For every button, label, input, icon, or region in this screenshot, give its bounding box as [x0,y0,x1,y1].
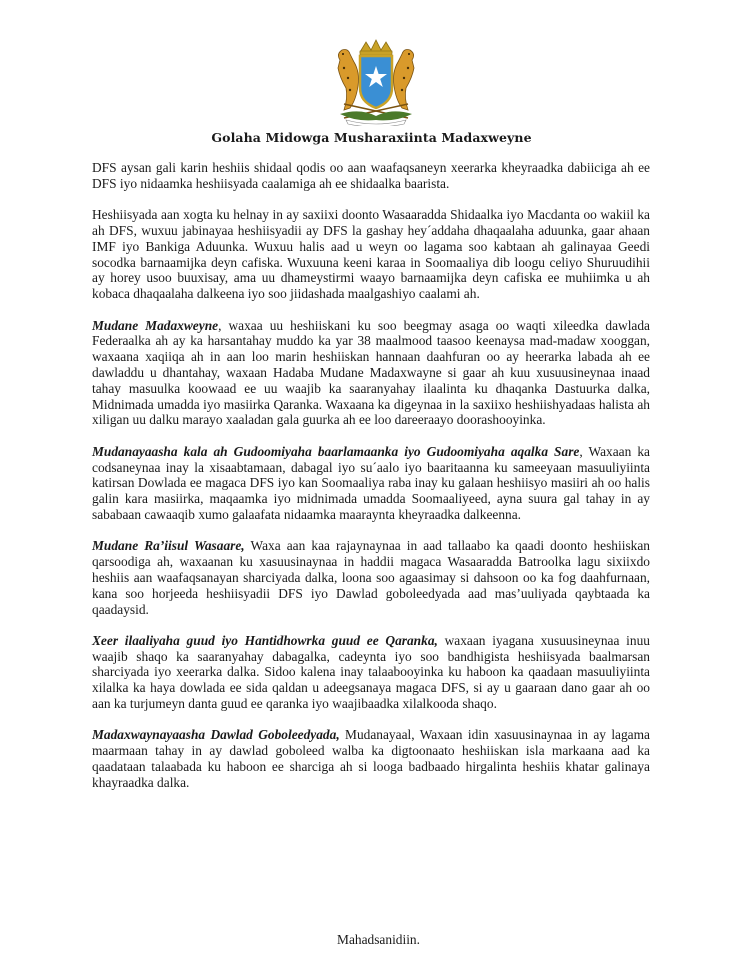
paragraph-text: , waxaa uu heshiiskani ku soo beegmay asaga oo waqti xileedka dawlada Federaalka ah ay ka harsantahay muddo ka yar 38 maalmood taasoo keenaysa mad-madaw xooggan, waxaana xaqiiqa ah in aan loo marin heshiiskan hannaan daahfuran oo ay heerarka labada ah ee dawladdu u dhantahay, waxaan Hadaba Mudane Madaxwayne si gaar ah kuu xusuusineynaa inaad tahay masuulka koowaad ee uu waajib ka saaranyahay ilaalinta ku dhaqanka Dastuurka dalka, Midnimada umadda iyo masiirka Qaranka. Waxaana ka digeynaa in la saxiixo heshiishyadaas halista ah xiligan uu dalku marayo xaaladan gala guurka ah ee loo dareeraayo doorashooyinka. [92,317,650,428]
paragraph [92,318,650,429]
paragraph-text: Heshiisyada aan xogta ku helnay in ay saxiixi doonto Wasaaradda Shidaalka iyo Macdanta oo wakiil ka ah DFS, wuxuu jabinayaa heshiisyadii ay DFS la gashay hey´addaha dhaqaalaha aduunka, gaar ahaan IMF iyo Bankiga Aduunka. Wuxuu halis aad u weyn oo lagama soo kabtaan ah galinayaa Geedi socodka barnaamijka deyn cafiska. Wuxuuna keeni karaa in Soomaaliya dib loogu celiyo Shuruudihii ay horey usoo buuxisay, ama uu dhameystirmi waayo barnaamijka deyn cafiska ee muhiimka u ah kobaca dhaqaalaha dalkeena iyo soo jiidashada maalgashiyo caalami ah. [92,207,650,302]
paragraph-text: waxaan iyagana xusuusineynaa inuu waajib shaqo ka saaranyahay dabagalka, cadeynta iyo soo bandhigista heshiisyada baalmarsan sharciyada iyo xeerarka dalka. Sidoo kalena inay talaabooyinka ku haboon ka qaadaan masuuliyiinta xilalka ka haya dowlada ee sida qaldan u adeegsanaya magaca DFS, si ay u gaaraan dano gaar ah oo aan ka turjumeyn danta guud ee qaranka iyo waajibaadka xilalkooda shaqo. [92,632,650,712]
document-body [92,160,650,806]
paragraph [92,727,650,790]
document-heading: Golaha Midowga Musharaxiinta Madaxweyne [211,130,532,145]
paragraph [92,444,650,523]
paragraph-text: , Waxaan ka codsaneynaa inay la xisaabtamaan, dabagal iyo su´aalo iyo baaritaanna ku sameeyaan masuuliyiinta katirsan Dowlada ee magaca DFS iyo kan Soomaaliya raba inay ku galaan heshiisyo masiiri ah oo halis galin kara masiirka, maqaamka iyo midnimada umadda Soomaaliyeed, ayna suura gal tahay in ay sababaan cawaaqib xumo galaafata nidaamka maaraynta kheyraadka dalkeenna. [92,443,650,522]
paragraph-lead: Mudane Madaxweyne [92,317,219,333]
paragraph-text: Mudanayaal, Waxaan idin xasuusinaynaa in ay lagama maarmaan tahay in ay dawlad goboleed walba ka digtoonaato heshiiskan isla markaana aad ka qaadataan talaabada ku haboon ee sharciga ah si looga badbaado hirgalinta heshiis khatar galinaya khayraadka dalka. [92,727,650,790]
paragraph [92,633,650,712]
paragraph [92,160,650,192]
paragraph-text: Waxa aan kaa rajaynaynaa in aad tallaabo ka qaadi doonto heshiiskan qarsoodiga ah, waxaanan ku xasuusinaynaa in haddii magaca Wasaaradda Batroolka lagu sixiixdo heshiis aan waafaqsanayan sharciyada dalka, loona soo agaasimay si dahsoon oo ka fog daahfurnaan, kana soo horjeeda heshiisyadii DFS iyo Dawlad goboleedyada aad mas’uuliyada qaybtaada ka qaadaysid. [92,538,650,617]
paragraph-lead: Madaxwaynayaasha Dawlad Goboleedyada, [92,727,340,743]
somalia-coat-of-arms-icon [330,38,422,126]
closing-text: Mahadsanidiin. [337,932,420,947]
paragraph [92,538,650,617]
paragraph-lead: Mudanayaasha kala ah Gudoomiyaha baarlamaanka iyo Gudoomiyaha aqalka Sare [92,443,580,459]
paragraph [92,207,650,302]
paragraph-lead: Mudane Ra’iisul Wasaare, [92,538,245,554]
paragraph-text: DFS aysan gali karin heshiis shidaal qodis oo aan waafaqsaneyn xeerarka kheyraadka dabiiciga ah ee DFS iyo nidaamka heshiisyada caalamiga ah ee shidaalka baarista. [92,160,650,191]
paragraph-lead: Xeer ilaaliyaha guud iyo Hantidhowrka guud ee Qaranka, [92,632,438,648]
